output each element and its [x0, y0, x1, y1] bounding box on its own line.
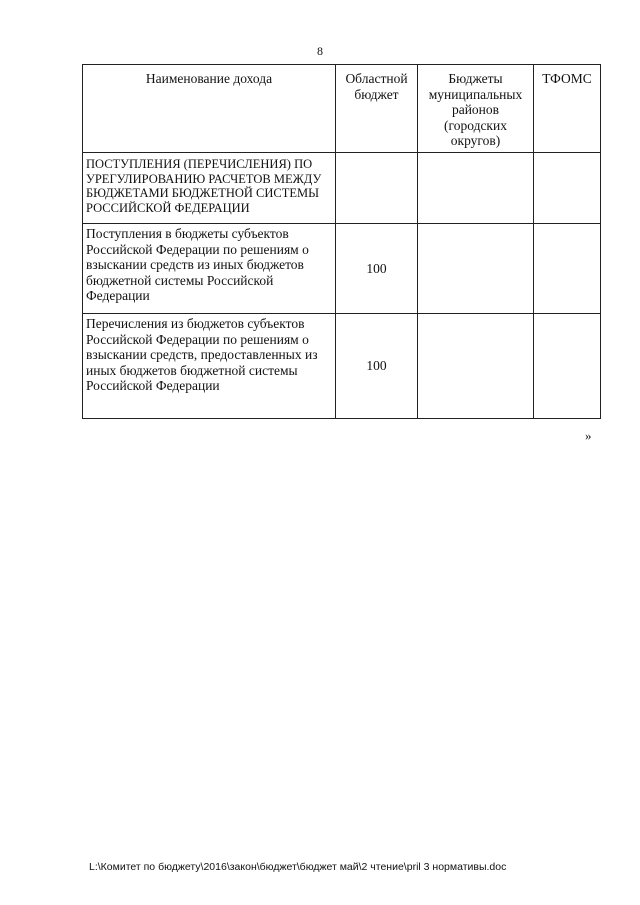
table-row — [83, 314, 601, 419]
row-tfoms-value — [534, 314, 601, 419]
table-row — [83, 224, 601, 314]
closing-quote: » — [585, 428, 592, 443]
header-regional-budget: Областной бюджет — [336, 65, 418, 153]
header-municipal-budgets: Бюджеты муниципальных районов (городских округов) — [418, 65, 534, 153]
row-income-name: Перечисления из бюджетов субъектов Российской Федерации по решениям о взыскании средств, предоставленных из иных бюджетов бюджетной системы Российской Федерации — [83, 314, 336, 419]
income-norms-table — [82, 64, 601, 419]
row-income-name: Поступления в бюджеты субъектов Российской Федерации по решениям о взыскании средств из иных бюджетов бюджетной системы Российской Федерации — [83, 224, 336, 314]
section-regional-cell — [336, 153, 418, 224]
row-municipal-value — [418, 314, 534, 419]
header-tfoms: ТФОМС — [534, 65, 601, 153]
row-municipal-value — [418, 224, 534, 314]
footer-file-path: L:\Комитет по бюджету\2016\закон\бюджет\бюджет май\2 чтение\pril 3 нормативы.doc — [89, 861, 507, 873]
section-title: ПОСТУПЛЕНИЯ (ПЕРЕЧИСЛЕНИЯ) ПО УРЕГУЛИРОВАНИЮ РАСЧЕТОВ МЕЖДУ БЮДЖЕТАМИ БЮДЖЕТНОЙ СИСТЕМЫ РОССИЙСКОЙ ФЕДЕРАЦИИ — [83, 153, 336, 224]
row-tfoms-value — [534, 224, 601, 314]
header-income-name: Наименование дохода — [83, 65, 336, 153]
section-municipal-cell — [418, 153, 534, 224]
table-section-row — [83, 153, 601, 224]
table-header-row — [83, 65, 601, 153]
section-tfoms-cell — [534, 153, 601, 224]
page-number: 8 — [317, 44, 323, 58]
row-regional-value: 100 — [336, 314, 418, 419]
row-regional-value: 100 — [336, 224, 418, 314]
